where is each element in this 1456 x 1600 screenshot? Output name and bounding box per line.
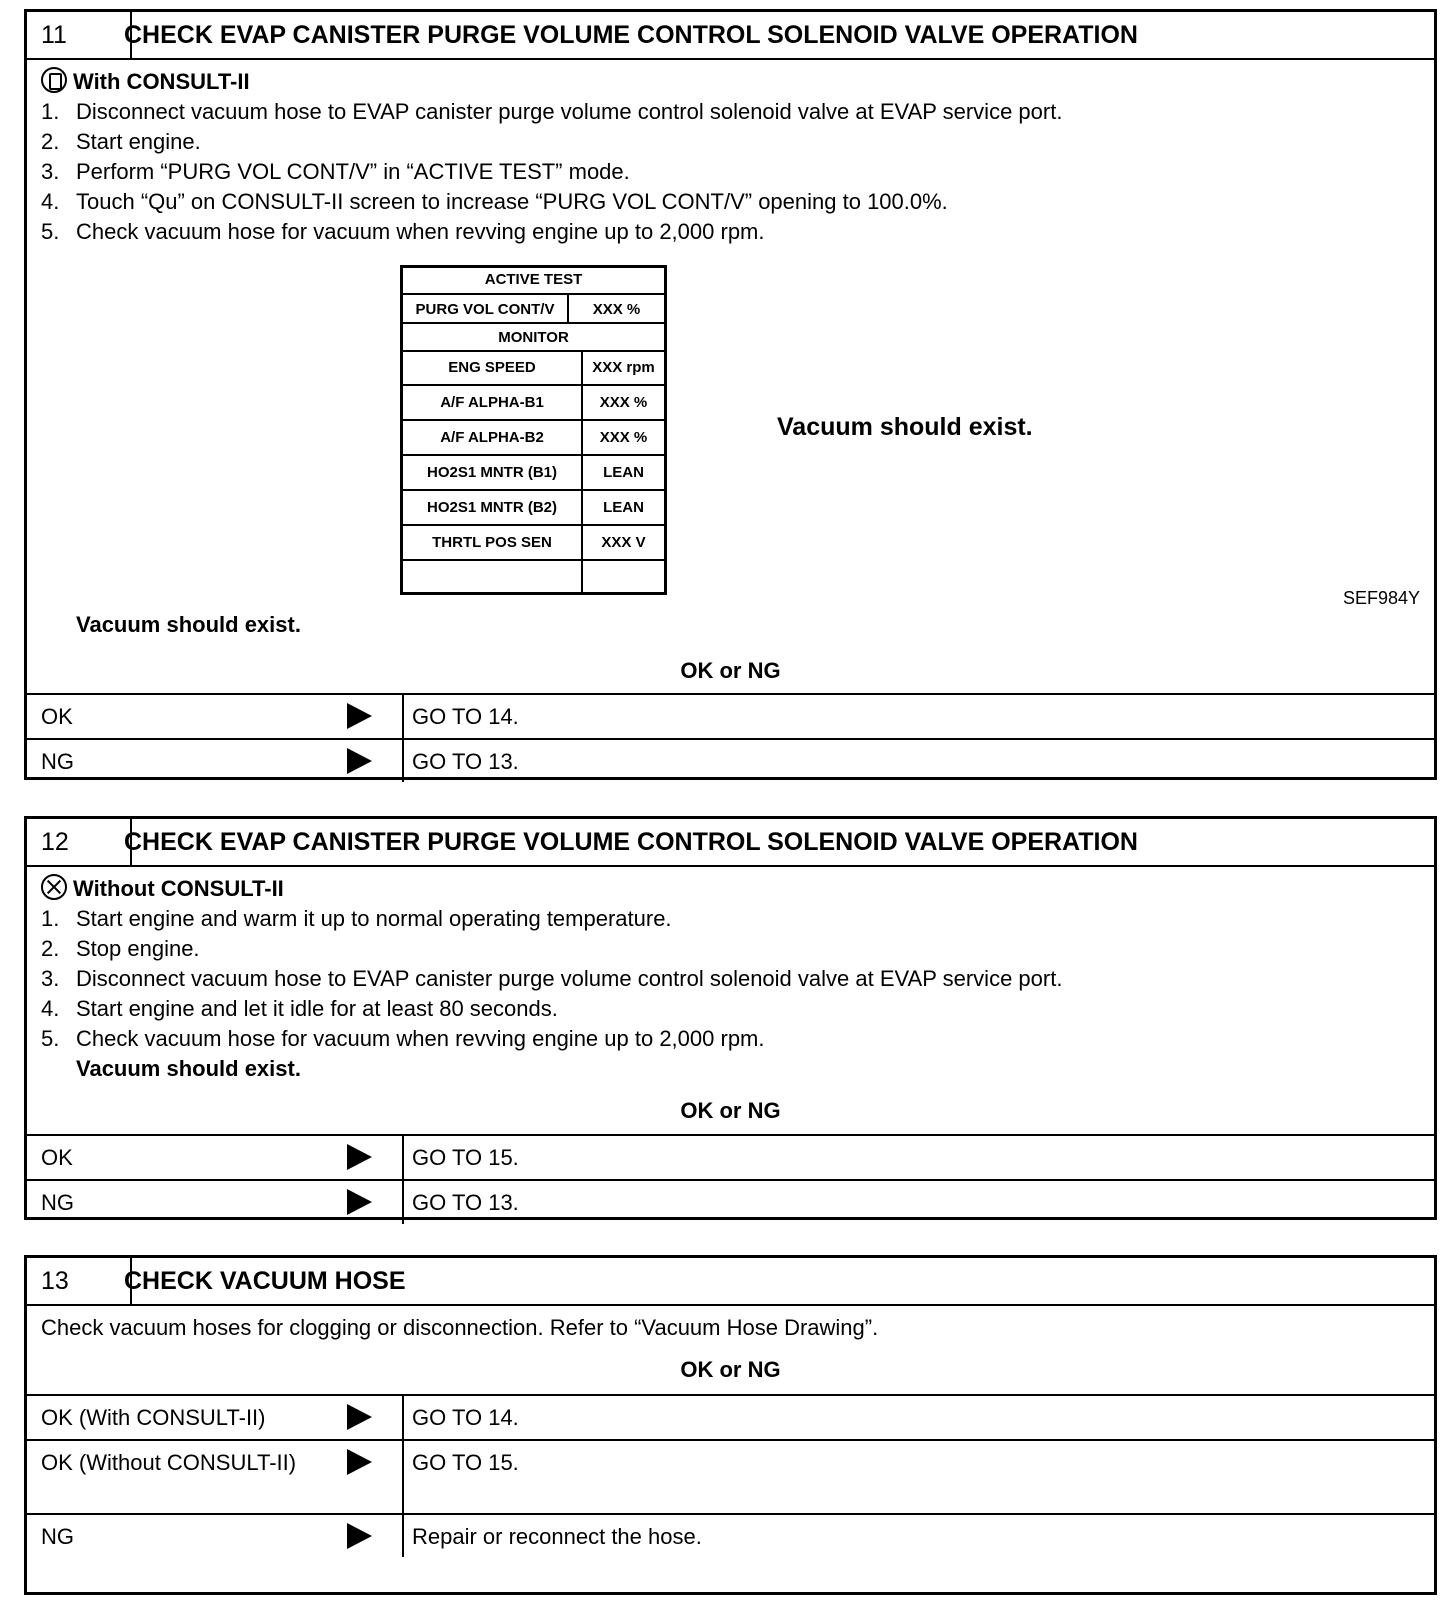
arrow-right-icon <box>347 1523 372 1549</box>
consult-icon <box>41 67 67 93</box>
procedure-step: 1. Disconnect vacuum hose to EVAP canister purge volume control solenoid valve at EVAP service port. <box>41 99 1063 124</box>
result-action: GO TO 15. <box>412 1145 519 1170</box>
result-label: OK (With CONSULT-II) <box>41 1405 266 1430</box>
mode-line <box>41 67 250 97</box>
result-row <box>27 1394 1434 1439</box>
result-row <box>27 1439 1434 1513</box>
procedure-step: 4. Start engine and let it idle for at least 80 seconds. <box>41 996 558 1021</box>
monitor-value: XXX % <box>599 394 648 411</box>
monitor-item: A/F ALPHA-B2 <box>440 429 544 446</box>
monitor-value: XXX % <box>599 429 648 446</box>
arrow-right-icon <box>347 703 372 729</box>
screen-test-item: PURG VOL CONT/V <box>415 301 555 318</box>
instruction-text: Check vacuum hoses for clogging or disconnection. Refer to “Vacuum Hose Drawing”. <box>41 1315 879 1340</box>
procedure-step: 3. Perform “PURG VOL CONT/V” in “ACTIVE TEST” mode. <box>41 159 630 184</box>
procedure-step: 2. Stop engine. <box>41 936 200 961</box>
arrow-right-icon <box>347 1189 372 1215</box>
monitor-item: A/F ALPHA-B1 <box>440 394 544 411</box>
expected-result: Vacuum should exist. <box>76 1056 301 1081</box>
result-action: Repair or reconnect the hose. <box>412 1524 702 1549</box>
result-label: NG <box>41 749 74 774</box>
arrow-right-icon <box>347 1449 372 1475</box>
result-label: NG <box>41 1190 74 1215</box>
step-header <box>27 819 1434 867</box>
ok-or-ng: OK or NG <box>680 1357 781 1382</box>
monitor-value: LEAN <box>603 499 644 516</box>
step-number: 12 <box>27 819 132 865</box>
result-action: GO TO 15. <box>412 1450 519 1475</box>
monitor-value: XXX rpm <box>592 359 655 376</box>
monitor-item: HO2S1 MNTR (B2) <box>426 499 557 516</box>
procedure-step: 5. Check vacuum hose for vacuum when revving engine up to 2,000 rpm. <box>41 1026 765 1051</box>
step-body <box>27 867 1434 1134</box>
result-action: GO TO 13. <box>412 749 519 774</box>
result-label: OK <box>41 1145 73 1170</box>
result-label: OK <box>41 704 73 729</box>
screen-monitor-label: MONITOR <box>498 329 569 346</box>
active-test-screen <box>400 265 667 595</box>
step-11-box <box>24 9 1437 780</box>
step-number: 11 <box>27 12 132 58</box>
procedure-step: 4. Touch “Qu” on CONSULT-II screen to increase “PURG VOL CONT/V” opening to 100.0%. <box>41 189 948 214</box>
expected-result: Vacuum should exist. <box>76 612 301 637</box>
monitor-item: HO2S1 MNTR (B1) <box>426 464 557 481</box>
step-number: 13 <box>27 1258 132 1304</box>
step-13-box <box>24 1255 1437 1595</box>
mode-line <box>41 874 284 904</box>
step-title: CHECK VACUUM HOSE <box>124 1267 406 1295</box>
mode-label: With CONSULT-II <box>73 69 250 94</box>
monitor-value: LEAN <box>603 464 644 481</box>
ok-or-ng: OK or NG <box>680 658 781 683</box>
procedure-step: 2. Start engine. <box>41 129 201 154</box>
step-title: CHECK EVAP CANISTER PURGE VOLUME CONTROL SOLENOID VALVE OPERATION <box>124 21 1138 49</box>
result-action: GO TO 14. <box>412 704 519 729</box>
procedure-step: 1. Start engine and warm it up to normal operating temperature. <box>41 906 672 931</box>
result-row <box>27 738 1434 782</box>
step-title: CHECK EVAP CANISTER PURGE VOLUME CONTROL SOLENOID VALVE OPERATION <box>124 828 1138 856</box>
figure-note: Vacuum should exist. <box>777 413 1033 441</box>
procedure-step: 5. Check vacuum hose for vacuum when revving engine up to 2,000 rpm. <box>41 219 765 244</box>
result-row <box>27 693 1434 738</box>
result-row <box>27 1134 1434 1179</box>
result-label: OK (Without CONSULT-II) <box>41 1450 297 1475</box>
result-label: NG <box>41 1524 74 1549</box>
result-row <box>27 1179 1434 1224</box>
step-header <box>27 12 1434 60</box>
arrow-right-icon <box>347 1404 372 1430</box>
result-action: GO TO 13. <box>412 1190 519 1215</box>
procedure-step: 3. Disconnect vacuum hose to EVAP canister purge volume control solenoid valve at EVAP service port. <box>41 966 1063 991</box>
mode-label: Without CONSULT-II <box>73 876 284 901</box>
monitor-item: ENG SPEED <box>448 359 536 376</box>
result-action: GO TO 14. <box>412 1405 519 1430</box>
screen-header: ACTIVE TEST <box>484 271 583 288</box>
screen-test-value: XXX % <box>592 301 641 318</box>
step-12-box <box>24 816 1437 1220</box>
step-body <box>27 60 1434 693</box>
no-consult-icon <box>41 874 67 900</box>
monitor-item: THRTL POS SEN <box>432 534 552 551</box>
figure-id: SEF984Y <box>1342 588 1420 608</box>
arrow-right-icon <box>347 1144 372 1170</box>
step-header <box>27 1258 1434 1306</box>
monitor-value: XXX V <box>601 534 646 551</box>
result-row <box>27 1513 1434 1557</box>
arrow-right-icon <box>347 748 372 774</box>
ok-or-ng: OK or NG <box>680 1098 781 1123</box>
